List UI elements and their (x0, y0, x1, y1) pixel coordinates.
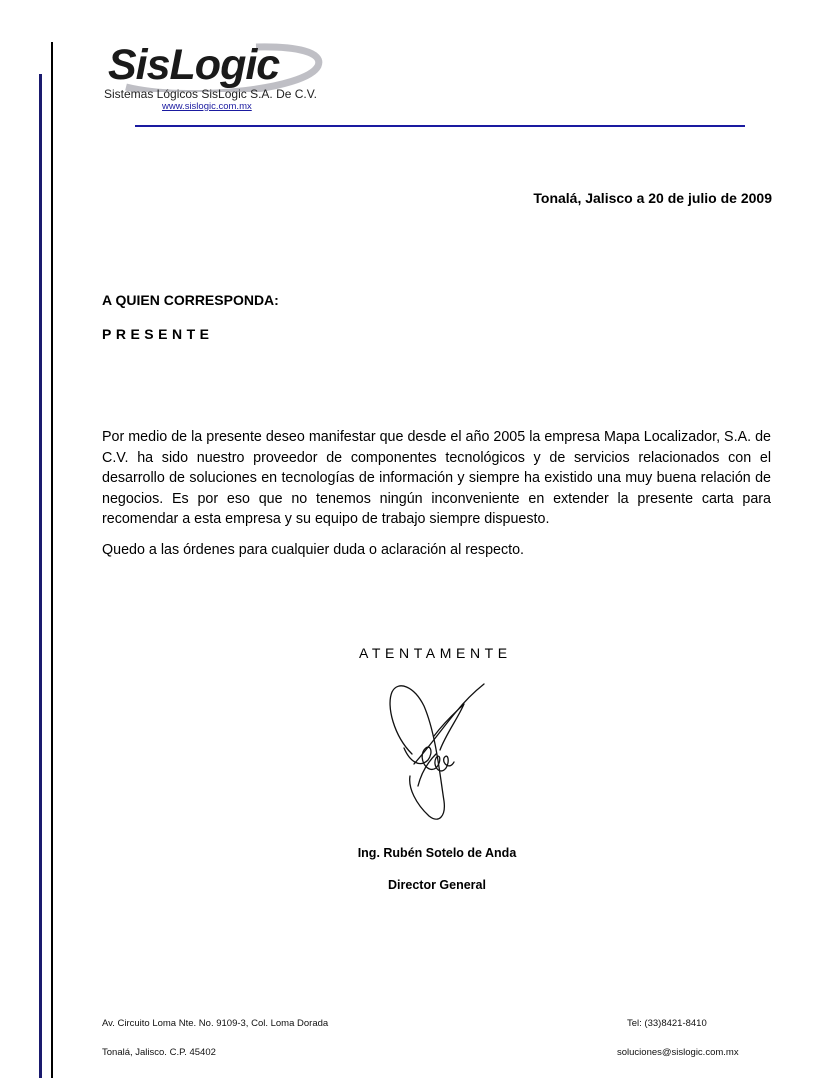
salutation: A QUIEN CORRESPONDA: (102, 292, 279, 308)
footer-address-line2: Tonalá, Jalisco. C.P. 45402 (102, 1047, 216, 1058)
closing-heading: ATENTAMENTE (359, 645, 512, 661)
company-name: Sistemas Lógicos SisLogic S.A. De C.V. (104, 87, 317, 101)
signer-name: Ing. Rubén Sotelo de Anda (357, 846, 517, 860)
website-link[interactable]: www.sislogic.com.mx (162, 101, 252, 112)
company-logo (104, 40, 344, 116)
margin-rule-black (51, 42, 53, 1078)
footer-email[interactable]: soluciones@sislogic.com.mx (617, 1047, 739, 1058)
logo-wordmark (106, 42, 346, 92)
signer-title: Director General (388, 878, 486, 892)
margin-rule-blue (39, 74, 42, 1078)
presente-heading: PRESENTE (102, 326, 214, 342)
header-divider (135, 125, 745, 127)
footer-address-line1: Av. Circuito Loma Nte. No. 9109-3, Col. Loma Dorada (102, 1018, 329, 1029)
place-date: Tonalá, Jalisco a 20 de julio de 2009 (533, 190, 772, 206)
logo-text: SisLogic (108, 41, 280, 89)
footer-phone: Tel: (33)8421-8410 (627, 1018, 707, 1029)
body-paragraph: Por medio de la presente deseo manifestar que desde el año 2005 la empresa Mapa Localizador, S.A. de C.V. ha sido nuestro proveedor de componentes tecnológicos y de servicios relacionados con el desarrollo de soluciones en tecnologías de información y siempre ha existido una muy buena relación de negocios. Es por eso que no tenemos ningún inconveniente en extender la presente carta para recomendar a esta empresa y su equipo de trabajo siempre dispuesto. (102, 429, 771, 527)
closing-paragraph: Quedo a las órdenes para cualquier duda o aclaración al respecto. (102, 542, 525, 558)
handwritten-signature (384, 676, 494, 826)
